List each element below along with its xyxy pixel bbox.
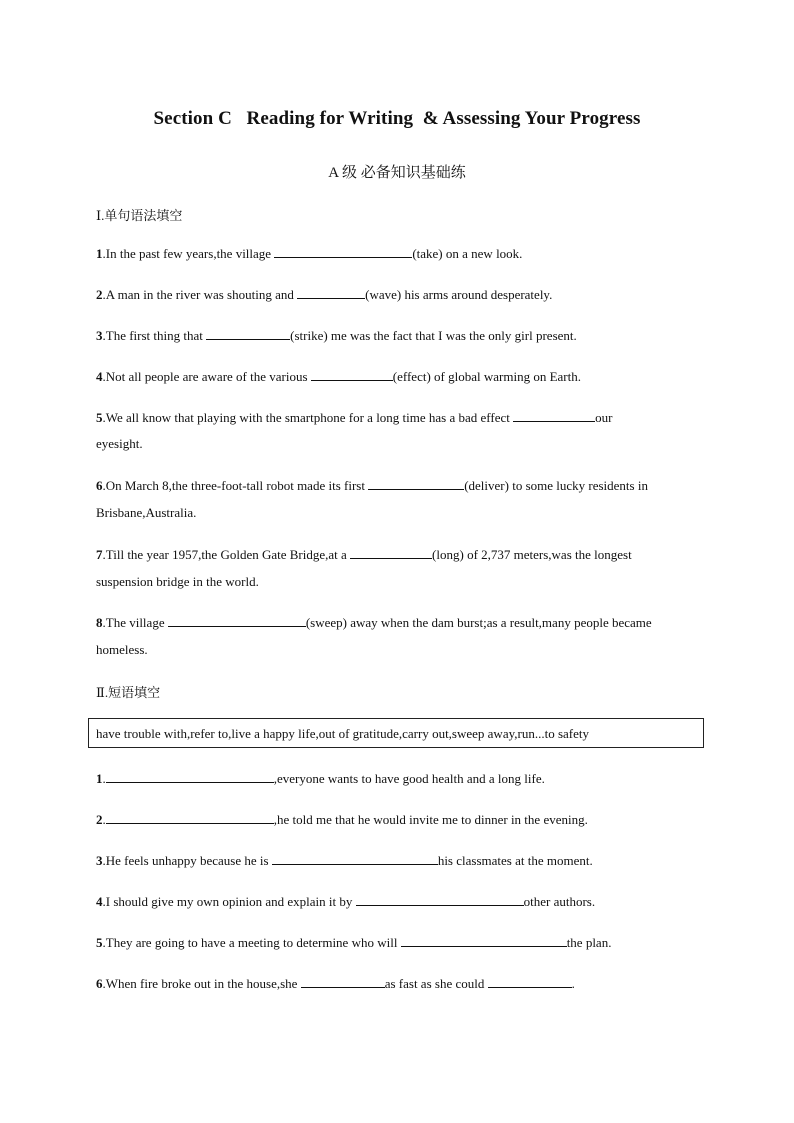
answer-blank[interactable]: [368, 476, 464, 490]
question-1-8: 8.The village (sweep) away when the dam burst;as a result,many people became: [96, 615, 652, 630]
question-2-2: 2. ,he told me that he would invite me to dinner in the evening.: [96, 812, 588, 827]
question-1-8-cont: homeless.: [96, 642, 148, 657]
question-2-5: 5.They are going to have a meeting to determine who will the plan.: [96, 935, 612, 950]
question-1-7: 7.Till the year 1957,the Golden Gate Bridge,at a (long) of 2,737 meters,was the longest: [96, 547, 632, 562]
phrase-bank-box: have trouble with,refer to,live a happy life,out of gratitude,carry out,sweep away,run...to safety: [88, 718, 704, 748]
page-title: Section C Reading for Writing & Assessing Your Progress: [153, 108, 641, 129]
page-subtitle: A 级 必备知识基础练: [328, 165, 466, 181]
question-2-4: 4.I should give my own opinion and explain it by other authors.: [96, 894, 596, 909]
question-1-2: 2.A man in the river was shouting and (wave) his arms around desperately.: [96, 287, 553, 302]
answer-blank[interactable]: [513, 408, 595, 422]
question-1-7-cont: suspension bridge in the world.: [96, 574, 259, 589]
answer-blank[interactable]: [356, 892, 524, 906]
question-1-5-cont: eyesight.: [96, 436, 143, 451]
answer-blank[interactable]: [274, 244, 412, 258]
question-1-1: 1.In the past few years,the village (take) on a new look.: [96, 246, 523, 261]
answer-blank[interactable]: [301, 974, 385, 988]
section-heading-phrases: Ⅱ.短语填空: [96, 685, 161, 700]
answer-blank[interactable]: [311, 367, 393, 381]
question-1-5: 5.We all know that playing with the smartphone for a long time has a bad effect our: [96, 410, 613, 425]
question-1-3: 3.The first thing that (strike) me was the fact that I was the only girl present.: [96, 328, 577, 343]
answer-blank[interactable]: [168, 613, 306, 627]
question-2-3: 3.He feels unhappy because he is his classmates at the moment.: [96, 853, 593, 868]
answer-blank[interactable]: [106, 769, 274, 783]
question-1-6-cont: Brisbane,Australia.: [96, 505, 197, 520]
answer-blank[interactable]: [297, 285, 365, 299]
answer-blank[interactable]: [106, 810, 274, 824]
answer-blank[interactable]: [350, 545, 432, 559]
section-heading-grammar: Ⅰ.单句语法填空: [96, 208, 183, 223]
answer-blank[interactable]: [206, 326, 290, 340]
answer-blank[interactable]: [401, 933, 567, 947]
question-2-1: 1. ,everyone wants to have good health and a long life.: [96, 771, 545, 786]
answer-blank[interactable]: [488, 974, 572, 988]
question-1-6: 6.On March 8,the three-foot-tall robot made its first (deliver) to some lucky residents in: [96, 478, 648, 493]
question-1-4: 4.Not all people are aware of the various (effect) of global warming on Earth.: [96, 369, 581, 384]
answer-blank[interactable]: [272, 851, 438, 865]
question-2-6: 6.When fire broke out in the house,she as fast as she could .: [96, 976, 575, 991]
